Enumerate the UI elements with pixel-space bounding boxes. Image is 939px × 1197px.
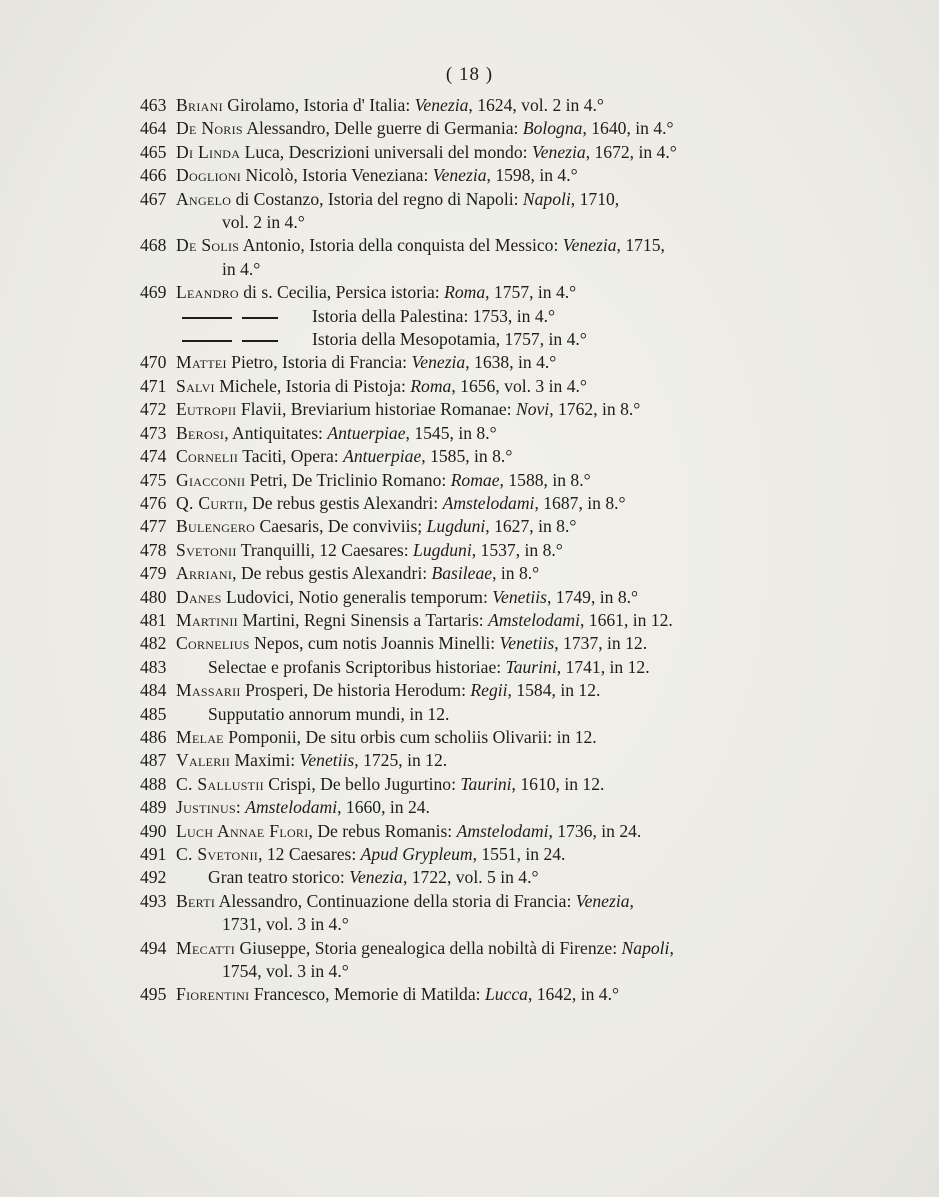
catalog-entry <box>140 445 856 468</box>
catalog-entry <box>140 937 856 960</box>
entry-body <box>176 470 591 490</box>
entry-title: Taciti, Opera: <box>238 446 344 467</box>
entry-continuation: 1731, vol. 3 in 4.° <box>222 914 349 935</box>
entry-title: , Antiquitates: <box>224 422 328 443</box>
entry-place: Venezia <box>562 235 617 256</box>
entry-author: Massarii <box>176 680 241 701</box>
entry-author: Justinus <box>176 797 236 818</box>
entry-number: 483 <box>140 656 167 677</box>
entry-details: , 1672, in 4.° <box>585 141 677 162</box>
catalog-entry <box>140 749 856 772</box>
entry-details: , 1687, in 8.° <box>534 492 626 513</box>
entry-body <box>176 540 563 560</box>
entry-number: 465 <box>140 141 167 162</box>
entry-title: Giuseppe, Storia genealogica della nobiltà di Firenze: <box>235 937 622 958</box>
entry-number: 488 <box>140 773 167 794</box>
catalog-entry <box>140 726 856 749</box>
entry-body <box>176 189 619 209</box>
catalog-entry <box>140 117 856 140</box>
catalog-entry <box>140 866 856 889</box>
entry-body <box>176 563 539 583</box>
entry-body <box>176 516 576 536</box>
entry-details: , 1598, in 4.° <box>486 165 578 186</box>
entry-body <box>176 352 556 372</box>
entry-place: Roma <box>410 375 452 396</box>
entry-title: Petri, De Triclinio Romano: <box>245 469 451 490</box>
entry-number: 486 <box>140 726 167 747</box>
entry-number: 476 <box>140 492 167 513</box>
entry-details: , 1640, in 4.° <box>582 118 674 139</box>
entry-author: Briani <box>176 95 223 115</box>
entry-place: Novi <box>515 399 550 420</box>
entry-details: , in 8.° <box>492 563 540 584</box>
entry-author: Giacconii <box>176 469 246 490</box>
entry-number: 489 <box>140 797 167 818</box>
entry-number: 495 <box>140 984 167 1005</box>
catalog-entry <box>140 188 856 211</box>
catalog-entry <box>140 375 856 398</box>
entry-details: , 1757, in 4.° <box>485 282 577 303</box>
entry-number: 479 <box>140 563 167 584</box>
entry-body <box>176 399 640 419</box>
entry-body <box>176 493 626 513</box>
entry-place: Apud Grypleum <box>360 844 473 864</box>
catalog-entry <box>140 164 856 187</box>
entry-place: Napoli <box>621 937 670 958</box>
entry-number: 464 <box>140 118 167 139</box>
entry-body <box>176 750 447 770</box>
entry-author: Bulengero <box>176 516 256 537</box>
entry-title: Gran teatro storico: <box>208 867 350 888</box>
entry-author: Cornelii <box>176 446 239 467</box>
entry-number: 473 <box>140 422 167 443</box>
entry-number: 490 <box>140 820 167 841</box>
entry-details: , 1749, in 8.° <box>546 586 639 607</box>
entry-details: , 1584, in 12. <box>507 680 601 701</box>
entry-body <box>176 938 674 958</box>
entry-details: , 1585, in 8.° <box>421 446 513 467</box>
entry-number: 477 <box>140 516 167 537</box>
entry-number: 485 <box>140 703 167 724</box>
entry-author: Melae <box>176 726 224 747</box>
entry-body <box>176 118 674 138</box>
entry-body <box>176 142 677 162</box>
entry-body <box>176 376 587 396</box>
entry-details: , 1710, <box>570 188 620 209</box>
entry-place: Amstelodami <box>488 609 580 630</box>
entry-author: Mattei <box>176 352 227 373</box>
entry-number: 467 <box>140 188 167 209</box>
entry-details: , 1660, in 24. <box>337 797 430 818</box>
entry-details: , 1537, in 8.° <box>471 539 563 560</box>
entry-title: Caesaris, De conviviis; <box>255 516 427 537</box>
entry-author: Leandro <box>176 282 239 303</box>
entry-body <box>176 704 449 724</box>
entry-continuation: vol. 2 in 4.° <box>222 212 305 233</box>
entry-author: Berosi <box>176 422 225 443</box>
entry-author: Angelo <box>176 188 232 209</box>
entry-body <box>176 423 497 443</box>
entry-number: 475 <box>140 469 167 490</box>
catalog-entry <box>140 492 856 515</box>
entry-title: Istoria della Palestina: 1753, <box>312 305 517 326</box>
entry-body <box>176 891 634 911</box>
entry-title: di Costanzo, Istoria del regno di Napoli: <box>231 188 523 209</box>
catalog-entry <box>140 820 856 843</box>
catalog-entry <box>140 398 856 421</box>
entry-body <box>176 797 430 817</box>
entry-title: Pietro, Istoria di Francia: <box>226 352 412 373</box>
catalog-entry <box>140 796 856 819</box>
entry-number: 466 <box>140 165 167 186</box>
entry-title: Nepos, cum notis Joannis Minelli: <box>249 633 500 654</box>
entry-author: Fiorentini <box>176 984 250 1005</box>
catalog-entry <box>140 983 856 1006</box>
entry-title: Francesco, Memorie di Matilda: <box>249 984 485 1005</box>
entry-details: in 4.° <box>548 329 587 350</box>
entry-number: 494 <box>140 937 167 958</box>
entry-details: in 12. <box>409 703 450 724</box>
entry-details: , 1545, in 8.° <box>405 422 497 443</box>
entry-place: Regii <box>470 680 508 701</box>
entry-title: Martini, Regni Sinensis a Tartaris: <box>237 609 489 630</box>
catalog-entry <box>140 632 856 655</box>
entry-details: , 1656, vol. 3 in 4.° <box>451 375 587 396</box>
entry-title: Istoria della Mesopotamia, 1757, <box>312 329 549 350</box>
entry-place: Venezia <box>349 867 403 888</box>
entry-body <box>176 821 641 841</box>
entry-place: Venezia <box>531 141 586 162</box>
entry-place: Romae <box>450 469 500 490</box>
entry-body <box>176 587 638 607</box>
entry-body <box>312 306 555 326</box>
entry-author: C. Svetonii <box>176 844 259 864</box>
ditto-dash <box>182 305 294 328</box>
entry-title: Selectae e profanis Scriptoribus historiae: <box>208 656 506 677</box>
entry-details: , 1736, in 24. <box>548 820 642 841</box>
catalog-entry <box>140 679 856 702</box>
catalog-entry <box>140 351 856 374</box>
catalog-entry <box>140 515 856 538</box>
entry-place: Venezia <box>411 352 466 373</box>
entry-author: Eutropii <box>176 399 237 420</box>
entry-title: Prosperi, De historia Herodum: <box>240 680 471 701</box>
entry-title: Supputatio annorum mundi, <box>208 703 410 724</box>
entry-details: , 1551, in 24. <box>472 844 566 864</box>
entry-author: Berti <box>176 890 216 911</box>
entry-title: Alessandro, Delle guerre di Germania: <box>242 118 523 139</box>
catalog-entry <box>140 703 856 726</box>
entry-body <box>176 984 619 1004</box>
entry-title: , De rebus Romanis: <box>308 820 457 841</box>
entry-body <box>176 610 673 630</box>
catalog-entries <box>140 94 856 1007</box>
entry-author: De Noris <box>176 118 243 139</box>
entry-number: 492 <box>140 867 167 888</box>
catalog-entry <box>140 890 856 913</box>
entry-details: , 1715, <box>616 235 665 256</box>
entry-number: 474 <box>140 446 167 467</box>
entry-details: , 1642, in 4.° <box>527 984 620 1005</box>
catalog-entry <box>140 141 856 164</box>
entry-details: , <box>669 937 674 958</box>
entry-place: Bologna <box>522 118 583 139</box>
entry-number: 478 <box>140 539 167 560</box>
entry-body <box>176 727 597 747</box>
entry-place: Napoli <box>522 188 571 209</box>
entry-place: Amstelodami <box>245 797 338 818</box>
entry-details: , 1741, in 12. <box>556 656 650 677</box>
entry-place: Taurini <box>505 656 557 677</box>
entry-body <box>176 867 539 887</box>
entry-number: 472 <box>140 399 167 420</box>
entry-title: Tranquilli, 12 Caesares: <box>236 539 414 560</box>
page-number: ( 18 ) <box>445 64 494 85</box>
entry-author: Salvi <box>176 375 215 396</box>
entry-author: Di Linda <box>176 141 241 162</box>
entry-title: , 12 Caesares: <box>258 844 361 864</box>
entry-author: Cornelius <box>176 633 250 654</box>
entry-place: Amstelodami <box>456 820 549 841</box>
entry-details: in 4.° <box>516 305 556 326</box>
entry-title: Luca, Descrizioni universali del mondo: <box>240 141 532 162</box>
entry-body <box>176 844 565 864</box>
entry-body <box>176 282 576 302</box>
entry-details: , 1725, in 12. <box>354 750 448 771</box>
catalog-entry <box>140 562 856 585</box>
entry-number: 471 <box>140 375 167 396</box>
entry-details: , 1624, vol. 2 in 4.° <box>468 95 604 115</box>
entry-title: : <box>235 797 246 818</box>
entry-number: 469 <box>140 282 167 303</box>
entry-title: Maximi: <box>230 750 300 771</box>
entry-place: Lucca <box>484 984 528 1005</box>
entry-details: , 1610, in 12. <box>511 773 605 794</box>
entry-title: Pomponii, De situ orbis cum scholiis Olivarii: <box>223 726 557 747</box>
catalog-entry <box>140 469 856 492</box>
entry-author: Q. Curtii <box>176 492 244 513</box>
entry-author: Mecatti <box>176 937 236 958</box>
entry-title: Girolamo, Istoria d' Italia: <box>222 95 415 115</box>
entry-details: , 1638, in 4.° <box>465 352 557 373</box>
entry-title: , De rebus gestis Alexandri: <box>243 492 443 513</box>
entry-title: Ludovici, Notio generalis temporum: <box>221 586 493 607</box>
entry-author: Danes <box>176 586 222 607</box>
entry-body <box>176 657 650 677</box>
entry-place: Amstelodami <box>442 492 535 513</box>
entry-details: , 1722, vol. 5 in 4.° <box>402 867 539 888</box>
entry-title: , De rebus gestis Alexandri: <box>232 563 432 584</box>
entry-body <box>176 446 512 466</box>
entry-body <box>312 329 587 349</box>
entry-number: 493 <box>140 890 167 911</box>
entry-author: Arriani <box>176 563 233 584</box>
entry-author: C. Sallustii <box>176 773 264 794</box>
catalog-entry <box>140 281 856 304</box>
entry-place: Roma <box>444 282 486 303</box>
entry-number: 487 <box>140 750 167 771</box>
entry-number: 463 <box>140 95 167 115</box>
entry-title: Alessandro, Continuazione della storia di Francia: <box>215 890 576 911</box>
entry-author: Valerii <box>176 750 231 771</box>
catalog-entry <box>140 422 856 445</box>
entry-place: Venezia <box>414 95 469 115</box>
entry-title: Antonio, Istoria della conquista del Messico: <box>239 235 563 256</box>
entry-continuation: 1754, vol. 3 in 4.° <box>222 961 349 982</box>
ditto-dash <box>182 328 294 351</box>
entry-place: Venezia <box>575 890 630 911</box>
entry-place: Basileae <box>431 563 493 584</box>
entry-place: Lugduni <box>426 516 486 537</box>
entry-place: Venetiis <box>492 586 547 607</box>
entry-continuation: in 4.° <box>222 258 261 279</box>
entry-details: , 1627, in 8.° <box>485 516 577 537</box>
catalog-entry <box>140 539 856 562</box>
entry-title: Crispi, De bello Jugurtino: <box>263 773 461 794</box>
entry-title: di s. Cecilia, Persica istoria: <box>238 282 445 303</box>
entry-number: 470 <box>140 352 167 373</box>
entry-place: Venezia <box>432 165 487 186</box>
catalog-entry <box>140 94 856 117</box>
entry-place: Lugduni <box>413 539 472 560</box>
catalog-entry <box>140 586 856 609</box>
entry-body <box>176 95 604 115</box>
entry-author: Svetonii <box>176 539 237 560</box>
entry-details: , 1588, in 8.° <box>499 469 591 490</box>
entry-author: Doglioni <box>176 165 242 186</box>
entry-author: De Solis <box>176 235 240 256</box>
entry-author: Martinii <box>176 609 238 630</box>
entry-body <box>176 680 600 700</box>
entry-details: , 1762, in 8.° <box>549 399 641 420</box>
entry-author: Luch Annae Flori <box>176 820 309 841</box>
entry-number: 484 <box>140 680 167 701</box>
entry-number: 481 <box>140 609 167 630</box>
entry-place: Venetiis <box>299 750 355 771</box>
catalog-entry <box>140 656 856 679</box>
catalog-entry <box>176 328 856 351</box>
entry-place: Taurini <box>460 773 512 794</box>
entry-body <box>176 235 665 255</box>
catalog-entry <box>140 234 856 257</box>
entry-body <box>176 633 647 653</box>
entry-body <box>176 774 604 794</box>
entry-title: Michele, Istoria di Pistoja: <box>214 375 411 396</box>
entry-place: Venetiis <box>499 633 555 654</box>
entry-title: Flavii, Breviarium historiae Romanae: <box>236 399 516 420</box>
entry-body <box>176 165 578 185</box>
entry-place: Antuerpiae <box>343 446 422 467</box>
catalog-entry <box>140 609 856 632</box>
catalog-entry <box>140 773 856 796</box>
entry-number: 468 <box>140 235 167 256</box>
entry-number: 480 <box>140 586 167 607</box>
entry-title: Nicolò, Istoria Veneziana: <box>241 165 433 186</box>
catalog-entry <box>176 305 856 328</box>
entry-number: 482 <box>140 633 167 654</box>
entry-details: , 1661, in 12. <box>579 609 673 630</box>
entry-number: 491 <box>140 844 167 864</box>
entry-details: , 1737, in 12. <box>554 633 648 654</box>
entry-details: in 12. <box>556 726 597 747</box>
entry-details: , <box>629 890 634 911</box>
entry-place: Antuerpiae <box>327 422 406 443</box>
catalog-entry <box>140 843 856 866</box>
